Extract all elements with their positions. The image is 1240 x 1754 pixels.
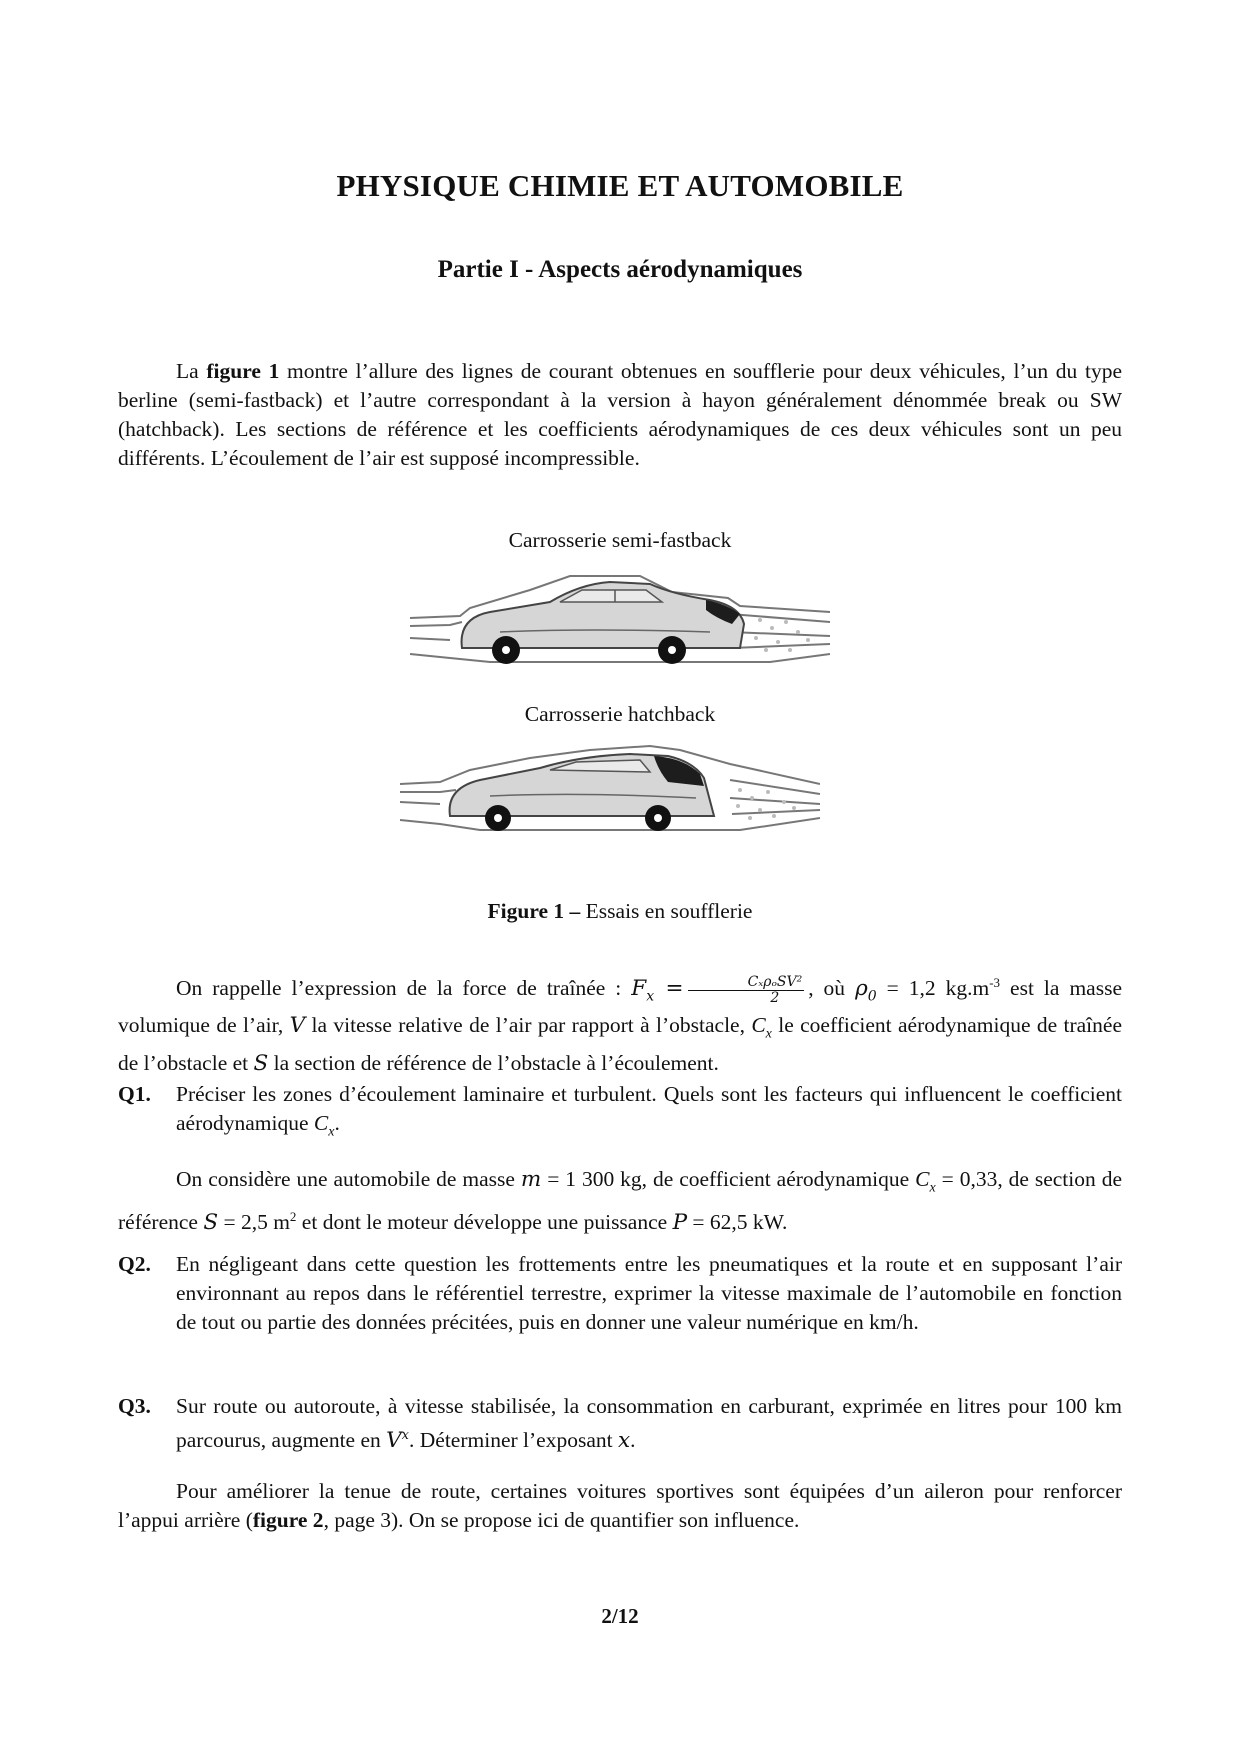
figure-label-hatchback: Carrosserie hatchback (524, 702, 716, 726)
figure-label-semi-fastback: Carrosserie semi-fastback (508, 528, 732, 552)
question-3 (118, 1392, 1122, 1455)
drag-text-6: le coefficient aérodynamique de traînée de l’obstacle et (118, 1013, 1122, 1075)
drag-text-7: la section de référence de l’obstacle à l’écoulement. (268, 1050, 719, 1075)
car-data-paragraph: On considère une automobile de masse m = 1 300 kg, de coefficient aérodynamique $C_x = 0,33$, de section de référence S = 2,5 $m^2$ et dont le moteur développe une puissance P = 62,5 kW. (118, 1167, 1122, 1236)
drag-text-3: = 1,2 kg.m (876, 976, 990, 1001)
drag-formula-fraction: $\frac{\text{CₓρₒSV²}}{2}$ (688, 975, 805, 1006)
page-number: 2/12 (601, 1604, 639, 1628)
s-symbol: S (253, 1050, 269, 1076)
question-2-text: En négligeant dans cette question les frottements entre les pneumatiques et la route et en supposant l’air environnant au repos dans le référentiel terrestre, exprimer la vitesse maximale de l’automobile en fonction de tout ou partie des données précitées, puis en donner une valeur numérique en km/h. (176, 1252, 1122, 1334)
formula-equals: = (654, 976, 684, 1002)
hatchback-car-illustration (400, 734, 820, 840)
question-1 (118, 1080, 1122, 1146)
drag-force-paragraph (118, 968, 1122, 1078)
formula-lhs: $F_x$ (631, 976, 655, 1005)
p-symbol: P (672, 1210, 688, 1236)
figure-2-ref: figure 2 (252, 1508, 324, 1532)
question-1-label: Q1. (118, 1082, 151, 1106)
drag-text-1: On rappelle l’expression de la force de traînée : (176, 976, 632, 1001)
figure-caption (0, 899, 1240, 924)
density-unit-exponent: -3 (989, 975, 1001, 990)
spoiler-paragraph: Pour améliorer la tenue de route, certaines voitures sportives sont équipées d’un aileron pour renforcer l’appui arrière (figure 2, page 3). On se propose ici de quantifier son influence. (118, 1479, 1122, 1532)
part-title: Partie I - Aspects aérodynamiques (437, 256, 803, 283)
intro-text-1: La (176, 359, 207, 383)
v-symbol: V (289, 1013, 306, 1039)
question-2-label: Q2. (118, 1252, 151, 1276)
figure-caption-text: Essais en soufflerie (580, 899, 753, 923)
intro-text-2: montre l’allure des lignes de courant obtenues en soufflerie pour deux véhicules, l’un du type berline (semi-fastback) et l’autre correspondant à la version à hayon généralement dénommée break ou SW (hatchback). Les sections de référence et les coefficients aérodynamiques de ces deux véhicules sont un peu différents. L’écoulement de l’air est supposé incompressible. (118, 359, 1122, 470)
cx-symbol: $C_x$ (751, 1013, 772, 1042)
s-symbol-2: S (203, 1210, 219, 1236)
intro-paragraph (118, 357, 1122, 473)
figure-ref: figure 1 (206, 359, 280, 383)
drag-text-2: , où (808, 976, 856, 1001)
semi-fastback-car-illustration (410, 562, 830, 670)
question-3-label: Q3. (118, 1394, 151, 1418)
question-2 (118, 1250, 1122, 1337)
question-3-text: Sur route ou autoroute, à vitesse stabilisée, la consommation en carburant, exprimée en litres pour 100 km parcourus, augmente en $V^x$. Déterminer l’exposant x. (176, 1394, 1122, 1454)
drag-text-5: la vitesse relative de l’air par rapport à l’obstacle, (305, 1013, 752, 1038)
m-symbol: m (520, 1167, 542, 1192)
document-title: PHYSIQUE CHIMIE ET AUTOMOBILE (336, 168, 904, 203)
figure-caption-label: Figure 1 – (487, 899, 581, 923)
question-1-text: Préciser les zones d’écoulement laminaire et turbulent. Quels sont les facteurs qui influencent le coefficient aérodynamique $C_x$. (176, 1082, 1122, 1140)
drag-text-4: est la masse volumique de l’air, (118, 976, 1122, 1038)
rho-symbol: $\rho_0$ (855, 976, 877, 1005)
